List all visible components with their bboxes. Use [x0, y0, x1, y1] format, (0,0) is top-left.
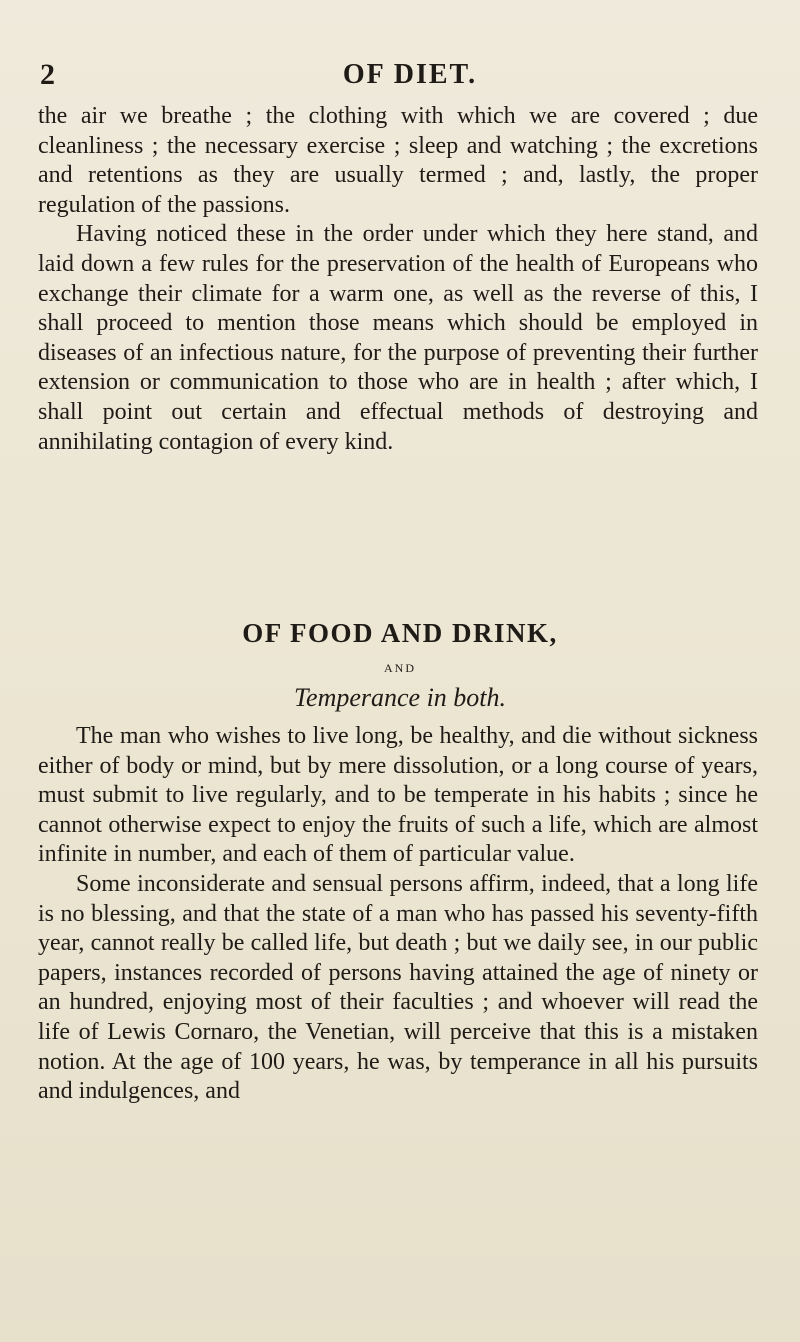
running-title: OF DIET. — [342, 59, 478, 90]
page-number: 2 — [40, 58, 55, 91]
paragraph-the-man: The man who wishes to live long, be healthy, and die without sickness either of body or mind, but by mere dissolution, or a long course of years, must submit to live regularly, and to be temperate in his habits ; since he cannot otherwise expect to enjoy the fruits of such a life, which are almost infinite in number, and each of them of particular value. — [38, 723, 758, 868]
section-heading-and: AND — [384, 661, 416, 675]
running-head — [40, 58, 780, 92]
section-heading: OF FOOD AND DRINK, — [242, 618, 558, 648]
opening-text — [38, 102, 758, 457]
section-text — [38, 722, 758, 1107]
continued-paragraph: the air we breathe ; the clothing with which we are covered ; due cleanliness ; the necessary exercise ; sleep and watching ; the excretions and retentions as they are usually termed ; and, lastly, the proper regulation of the passions. — [38, 103, 758, 218]
section-subheading: Temperance in both. — [293, 683, 507, 712]
paragraph-some-inconsiderate: Some inconsiderate and sensual persons affirm, indeed, that a long life is no blessing, and that the state of a man who has passed his seventy-fifth year, cannot really be called life, but death ; but we daily see, in our public papers, instances recorded of persons having attained the age of ninety or an hundred, enjoying most of their faculties ; and whoever will read the life of Lewis Cornaro, the Venetian, will perceive that this is a mistaken notion. At the age of 100 years, he was, by temperance in all his pursuits and indulgences, and — [38, 870, 758, 1105]
paragraph-having-noticed: Having noticed these in the order under which they here stand, and laid down a few rules for the preservation of the health of Europeans who exchange their climate for a warm one, as well as the reverse of this, I shall proceed to mention those means which should be employed in diseases of an infectious nature, for the purpose of preventing their further extension or communication to those who are in health ; after which, I shall point out certain and effectual methods of destroying and annihilating contagion of every kind. — [38, 221, 758, 455]
